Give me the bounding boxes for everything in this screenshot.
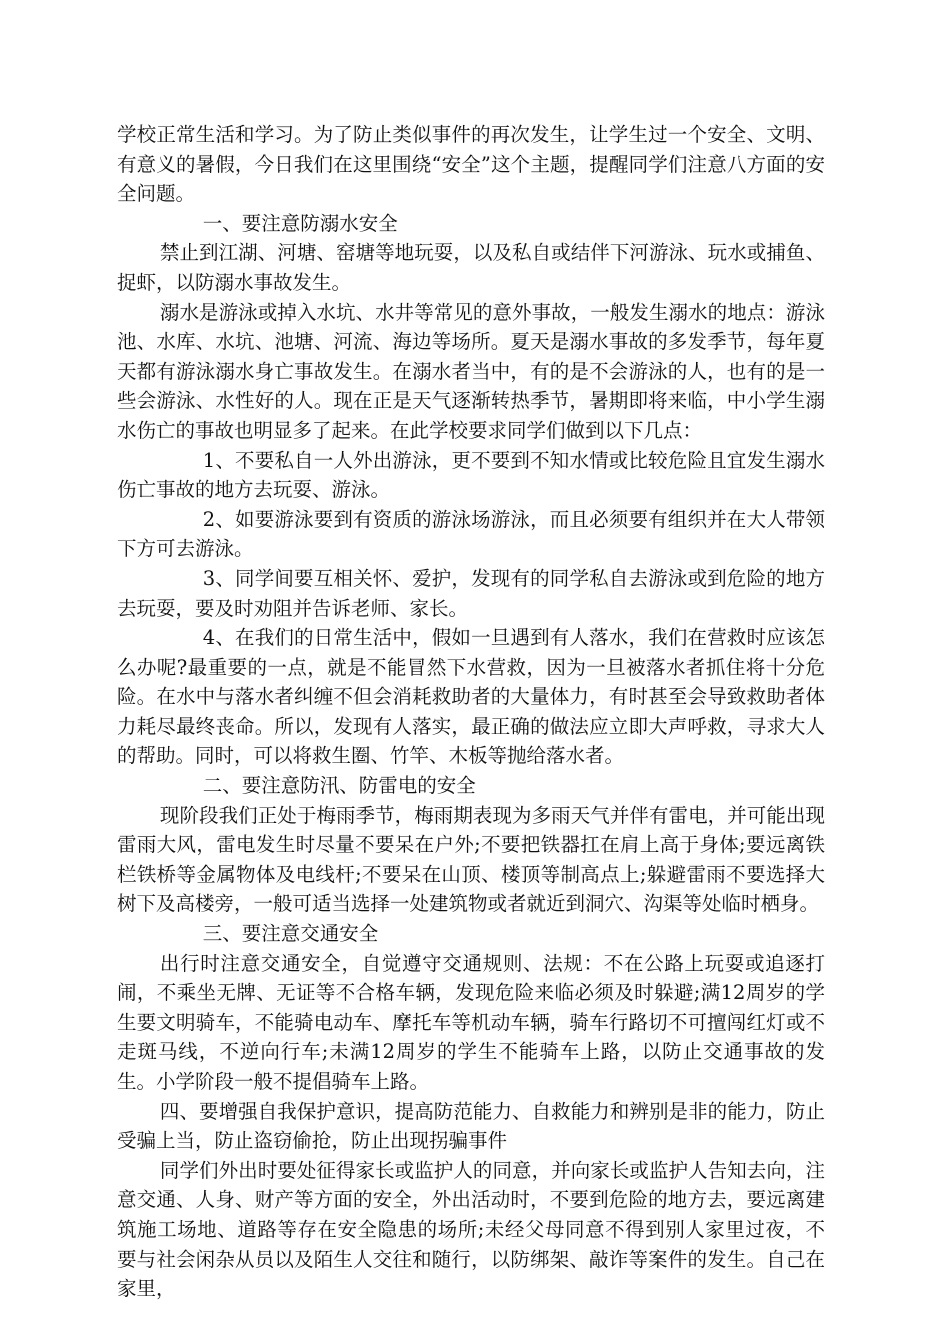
list-item-rule-3: 3、同学间要互相关怀、爱护，发现有的同学私自去游泳或到危险的地方去玩耍，要及时劝阻并告诉老师、家长。 (117, 566, 825, 620)
paragraph-intro: 学校正常生活和学习。为了防止类似事件的再次发生，让学生过一个安全、文明、有意义的暑假，今日我们在这里围绕“安全”这个主题，提醒同学们注意八方面的安全问题。 (117, 123, 825, 206)
paragraph-self-protection: 同学们外出时要处征得家长或监护人的同意，并向家长或监护人告知去向，注意交通、人身、财产等方面的安全，外出活动时，不要到危险的地方去，要远离建筑施工场地、道路等存在安全隐患的场所;未经父母同意不得到别人家里过夜，不要与社会闲杂从员以及陌生人交往和随行，以防绑架、敲诈等案件的发生。自己在家里， (117, 1158, 825, 1301)
section-heading-traffic: 三、要注意交通安全 (202, 922, 379, 946)
paragraph-drowning-description: 溺水是游泳或掉入水坑、水井等常见的意外事故，一般发生溺水的地点：游泳池、水库、水坑、池塘、河流、海边等场所。夏天是溺水事故的多发季节，每年夏天都有游泳溺水身亡事故发生。在溺水者当中，有的是不会游泳的人，也有的是一些会游泳、水性好的人。现在正是天气逐渐转热季节，暑期即将来临，中小学生溺水伤亡的事故也明显多了起来。在此学校要求同学们做到以下几点： (117, 300, 825, 442)
section-heading-drowning: 一、要注意防溺水安全 (202, 211, 398, 235)
section-heading-flood-lightning: 二、要注意防汛、防雷电的安全 (202, 774, 476, 798)
list-item-rule-2: 2、如要游泳要到有资质的游泳场游泳，而且必须要有组织并在大人带领下方可去游泳。 (117, 507, 825, 561)
document-body (117, 120, 825, 1304)
list-item-rule-1: 1、不要私自一人外出游泳，更不要到不知水情或比较危险且宜发生溺水伤亡事故的地方去玩耍、游泳。 (117, 448, 825, 502)
paragraph-traffic: 出行时注意交通安全，自觉遵守交通规则、法规：不在公路上玩耍或追逐打闹，不乘坐无牌、无证等不合格车辆，发现危险来临必须及时躲避;满12周岁的学生要文明骑车，不能骑电动车、摩托车等机动车辆，骑车行路切不可擅闯红灯或不走斑马线，不逆向行车;未满12周岁的学生不能骑车上路，以防止交通事故的发生。小学阶段一般不提倡骑车上路。 (117, 951, 825, 1093)
section-heading-self-protection: 四、要增强自我保护意识，提高防范能力、自救能力和辨别是非的能力，防止受骗上当，防止盗窃偷抢，防止出现拐骗事件 (117, 1099, 825, 1153)
paragraph-flood-lightning: 现阶段我们正处于梅雨季节，梅雨期表现为多雨天气并伴有雷电，并可能出现雷雨大风，雷电发生时尽量不要呆在户外;不要把铁器扛在肩上高于身体;要远离铁栏铁桥等金属物体及电线杆;不要呆在山顶、楼顶等制高点上;躲避雷雨不要选择大树下及高楼旁，一般可适当选择一处建筑物或者就近到洞穴、沟渠等处临时栖身。 (117, 803, 825, 916)
paragraph-drowning-prohibition: 禁止到江湖、河塘、窑塘等地玩耍，以及私自或结伴下河游泳、玩水或捕鱼、捉虾，以防溺水事故发生。 (117, 241, 825, 294)
list-item-rule-4: 4、在我们的日常生活中，假如一旦遇到有人落水，我们在营救时应该怎么办呢?最重要的一点，就是不能冒然下水营救，因为一旦被落水者抓住将十分危险。在水中与落水者纠缠不但会消耗救助者的大量体力，有时甚至会导致救助者体力耗尽最终丧命。所以，发现有人落实，最正确的做法应立即大声呼救，寻求大人的帮助。同时，可以将救生圈、竹竿、木板等抛给落水者。 (117, 626, 825, 768)
